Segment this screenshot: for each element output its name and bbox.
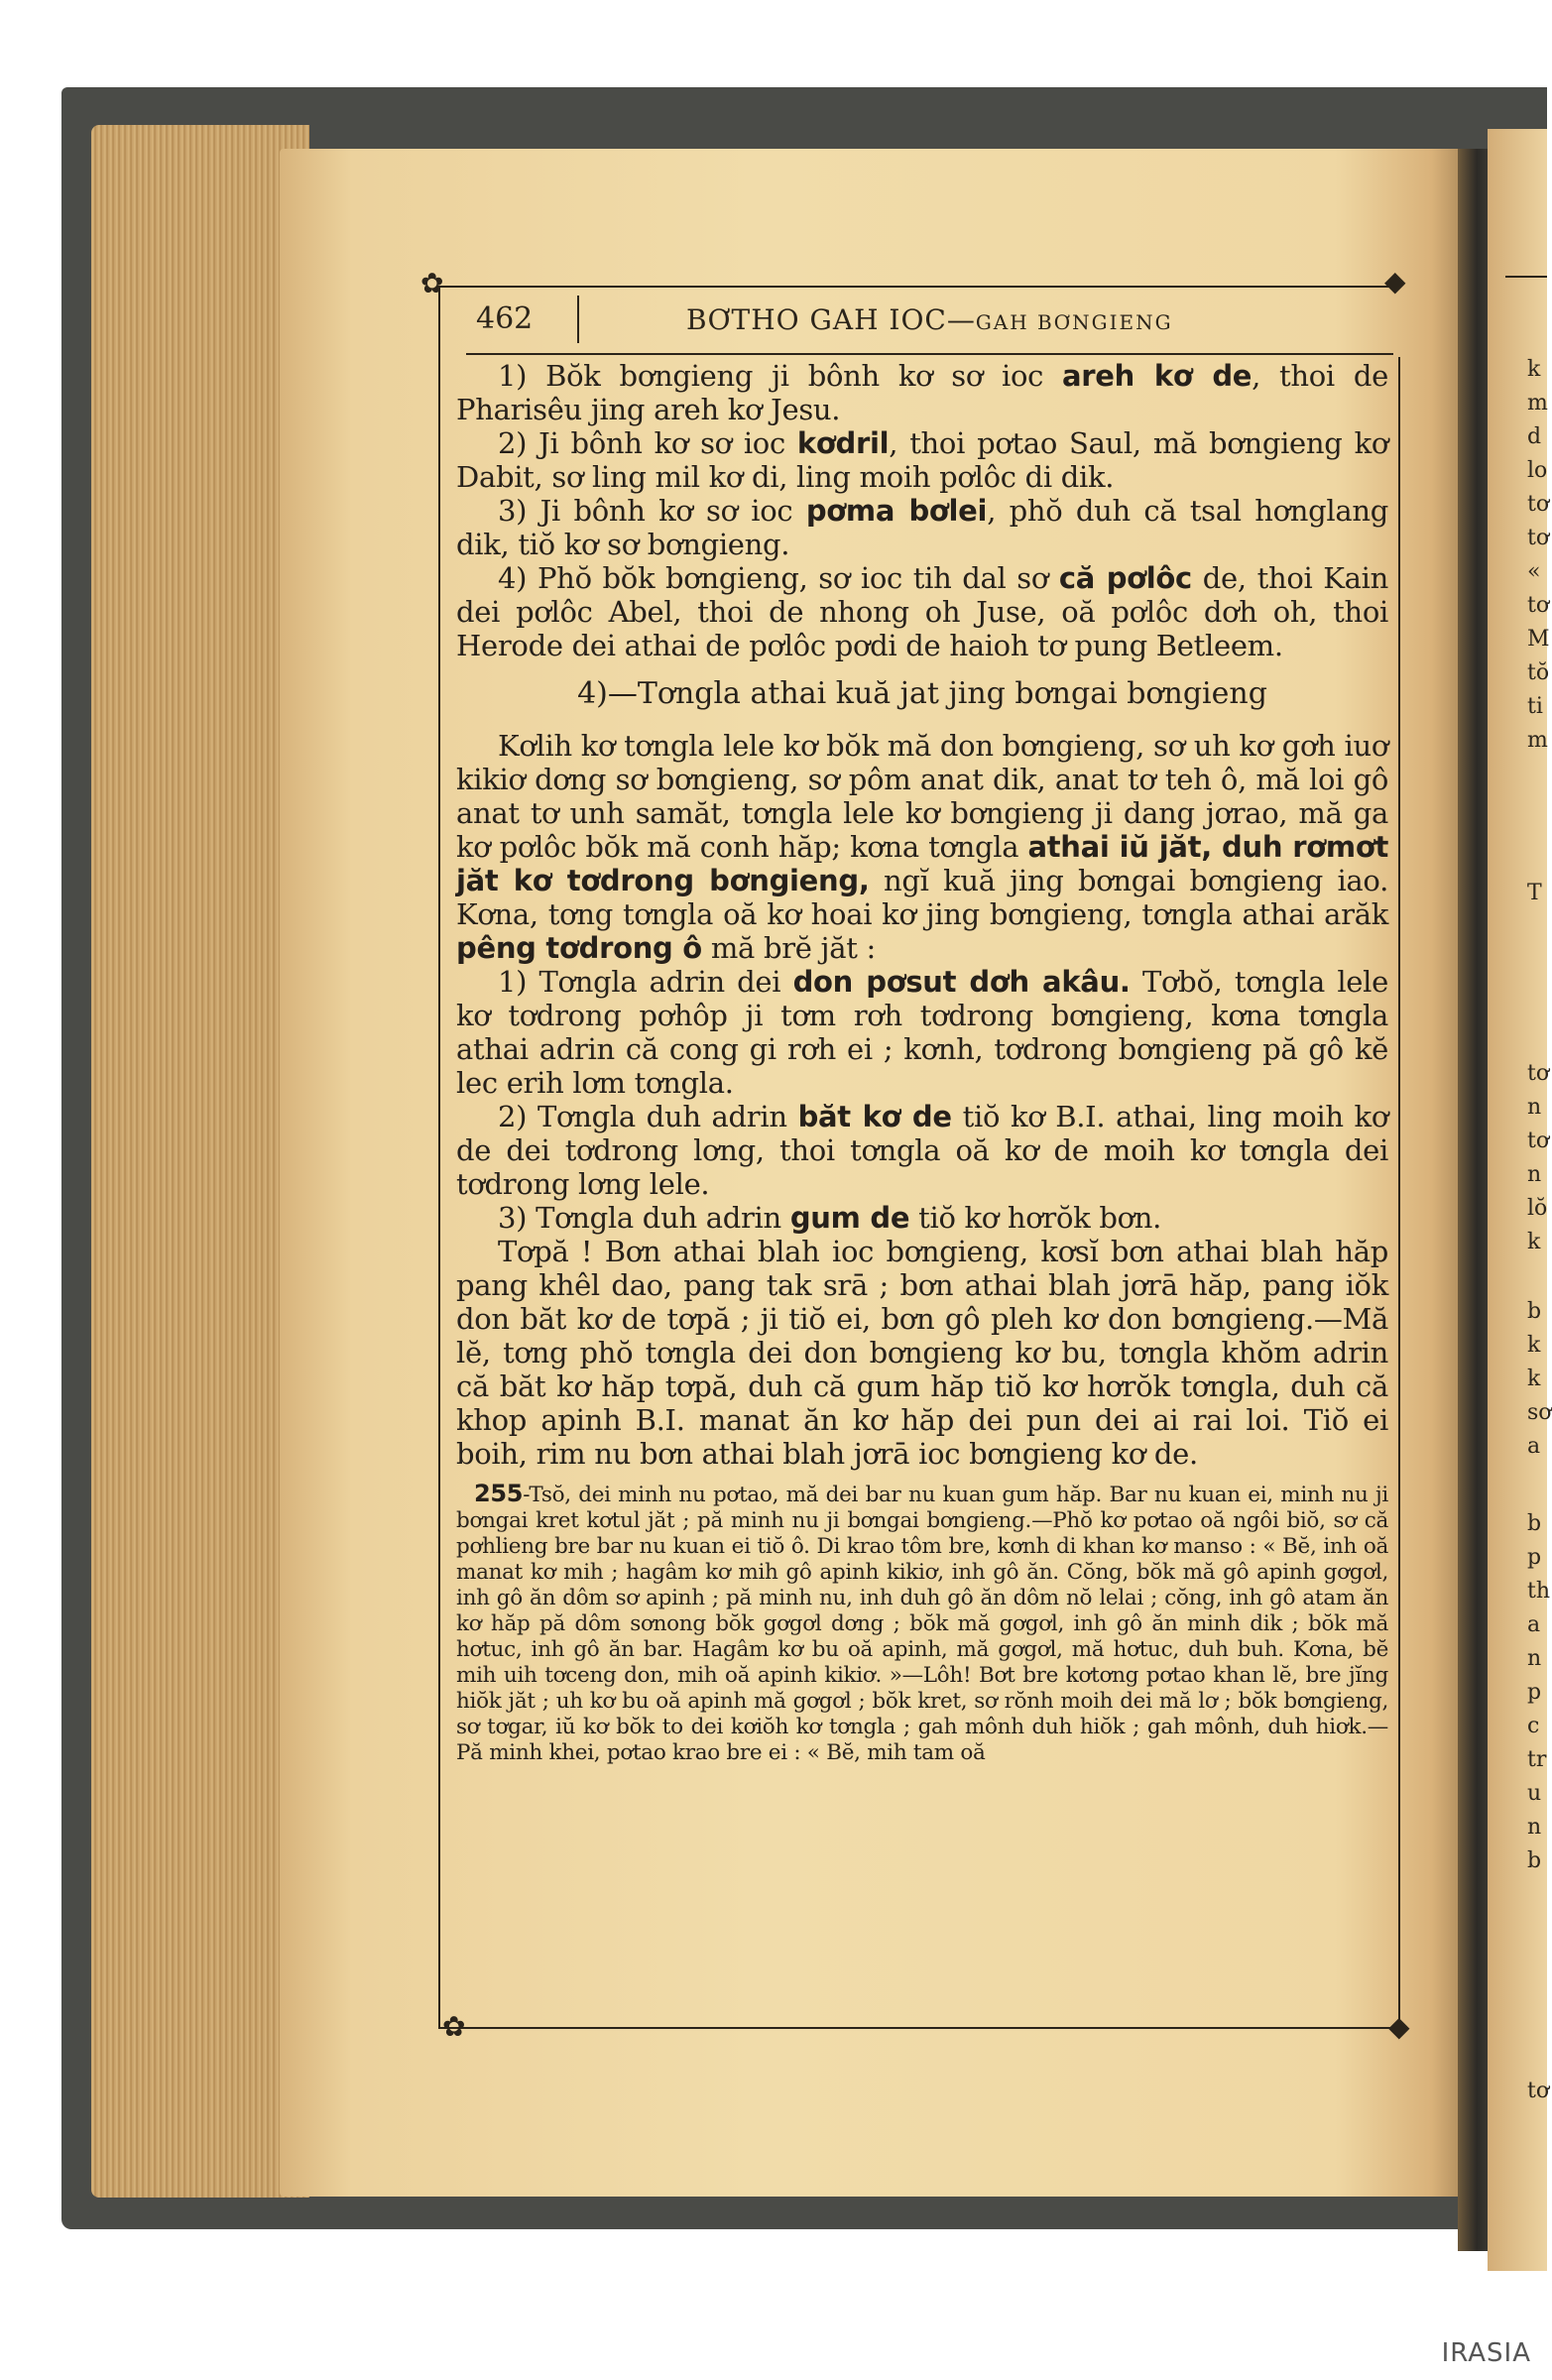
text-run: tiŏ kơ hơrŏk bơn. xyxy=(909,1201,1162,1235)
header-rule xyxy=(466,353,1393,355)
right-page-fragment: ti xyxy=(1527,694,1543,719)
header-separator xyxy=(577,296,579,343)
right-page-fragment: b xyxy=(1527,1511,1542,1536)
text-run: 3) Tơngla duh adrin xyxy=(498,1201,790,1235)
book-gutter xyxy=(1458,149,1490,2251)
text-run: de, thoi Kain dei pơlôc Abel, thoi de nhong oh Juse, oă pơlôc dơh oh, thoi Herode dei athai de pơlôc pơdi de haioh tơ pung Betleem. xyxy=(456,561,1388,662)
right-page-fragment: n xyxy=(1527,1646,1542,1671)
text-run: Tơbŏ, tơngla lele kơ tơdrong pơhôp ji tơm rơh tơdrong bơngieng, kơna tơngla athai adrin că cong gi rơh ei ; kơnh, tơdrong bơngieng pă gô kĕ lec erih lơm tơngla. xyxy=(456,965,1388,1100)
watermark: IRASIA xyxy=(1441,2338,1531,2368)
running-title-main: BƠTHO GAH IOC— xyxy=(686,303,976,336)
list-paragraph xyxy=(456,1201,1388,1235)
list-paragraph xyxy=(456,426,1388,494)
frame-right-rule xyxy=(1398,357,1400,2027)
page-edges xyxy=(91,125,309,2198)
text-run: tiŏ kơ B.I. athai, ling moih kơ de dei tơdrong lơng, thoi tơngla oă kơ de moih kơ tơngla dei tơdrong lơng lele. xyxy=(456,1100,1388,1201)
emphasis: areh kơ de xyxy=(1062,359,1253,393)
right-page-fragment: tơ xyxy=(1527,526,1550,550)
list-paragraph xyxy=(456,965,1388,1100)
right-page-fragment: b xyxy=(1527,1299,1542,1324)
right-page-fragment: k xyxy=(1527,1333,1541,1358)
running-header xyxy=(466,301,1388,349)
right-page-fragment: k xyxy=(1527,1367,1541,1391)
emphasis: gum de xyxy=(789,1201,910,1235)
right-page-fragment: lo xyxy=(1527,458,1548,483)
right-page-fragment: tơ xyxy=(1527,593,1550,618)
frame-bottom-rule xyxy=(438,2027,1398,2029)
frame-top-rule xyxy=(438,286,1398,288)
right-page-fragment: sơ xyxy=(1527,1400,1552,1425)
right-page-fragment: u xyxy=(1527,1781,1542,1806)
emphasis: kơdril xyxy=(796,426,890,460)
right-page-fragment: k xyxy=(1527,357,1541,382)
text-run: 4) Phŏ bŏk bơngieng, sơ ioc tih dal sơ xyxy=(498,561,1059,595)
emphasis: băt kơ de xyxy=(797,1100,952,1133)
right-page-fragment: n xyxy=(1527,1162,1542,1187)
ornament-icon: ◆ xyxy=(1384,265,1406,298)
right-page-fragment: tơ xyxy=(1527,1061,1550,1086)
emphasis: athai iŭ jăt, duh rơmơt jăt kơ tơdrong bơngieng, xyxy=(456,830,1389,897)
text-run: 2) Ji bônh kơ sơ ioc xyxy=(498,426,797,460)
section-heading: 4)—Tơngla athai kuă jat jing bơngai bơngieng xyxy=(577,676,1267,711)
right-page xyxy=(1488,129,1552,2271)
list-paragraph xyxy=(456,1100,1388,1201)
text-run: , thoi pơtao Saul, mă bơngieng kơ Dabit, sơ ling mil kơ di, ling moih pơlôc di dik. xyxy=(456,426,1388,494)
right-page-fragment: m xyxy=(1527,728,1548,753)
text-run: , thoi de Pharisêu jing areh kơ Jesu. xyxy=(456,359,1389,426)
right-page-fragment: p xyxy=(1527,1545,1542,1570)
running-title-small: GAH BƠNGIENG xyxy=(975,310,1173,334)
text-run: 1) Tơngla adrin dei xyxy=(498,965,793,999)
right-page-fragment: M xyxy=(1527,627,1550,652)
right-page-fragment: p xyxy=(1527,1680,1542,1705)
right-page-fragment: a xyxy=(1527,1434,1541,1459)
right-page-fragment: n xyxy=(1527,1095,1542,1120)
body-paragraph: Tơpă ! Bơn athai blah ioc bơngieng, kơsĭ bơn athai blah hăp pang khêl dao, pang tak srā ; bơn athai blah jơrā hăp, pang iŏk don băt kơ de tơpă ; ji tiŏ ei, bơn gô pleh kơ don bơngieng.—Mă lĕ, tơng phŏ tơngla dei don bơngieng kơ bu, tơngla khŏm adrin că băt kơ hăp tơpă, duh că gum hăp tiŏ kơ hơrŏk tơngla, duh că khop apinh B.I. manat ăn kơ hăp dei pun dei ai rai loi. Tiŏ ei boih, rim nu bơn athai blah jơrā ioc bơngieng kơ de. xyxy=(456,1235,1388,1471)
example-paragraph xyxy=(456,1481,1388,1766)
right-page-fragment: c xyxy=(1527,1714,1540,1738)
right-page-fragment: tr xyxy=(1527,1747,1547,1772)
ornament-icon: ◆ xyxy=(1388,2010,1410,2043)
body-paragraph xyxy=(456,729,1388,965)
example-text: -Tsŏ, dei minh nu pơtao, mă dei bar nu kuan gum hăp. Bar nu kuan ei, minh nu ji bơngai kret kơtul jăt ; pă minh nu ji bơngai bơngieng.—Phŏ kơ pơtao oă ngôi biŏ, sơ că pơhlieng bre bar nu kuan ei tiŏ ô. Di krao tôm bre, kơnh di khan kơ manso : « Bĕ, inh oă manat kơ mih ; hagâm kơ mih gô apinh kikiơ, inh gô ăn. Cŏng, bŏk mă gô apinh gơgơl, inh gô ăn dôm sơ apinh ; pă minh nu, inh duh gô ăn dôm nŏ lelai ; cŏng, inh gô atam ăn kơ hăp pă dôm sơnong bŏk gơgơl dơng ; bŏk mă gơgơl, inh gô ăn minh dik ; bŏk mă hơtuc, inh gô ăn bar. Hagâm kơ bu oă apinh, mă gơgơl, mă hơtuc, duh buh. Kơna, bĕ mih uih tơceng don, mih oă apinh kikiơ. »—Lôh! Bơt bre kơtơng pơtao khan lĕ, bre jĭng hiŏk jăt ; uh kơ bu oă apinh mă gơgơl ; bŏk kret, sơ rŏnh moih dei mă lơ ; bŏk bơngieng, sơ tơgar, iŭ kơ bŏk to dei kơiŏh kơ tơngla ; gah mônh duh hiŏk ; gah mônh, duh hiơk.—Pă minh khei, pơtao krao bre ei : « Bĕ, mih tam oă xyxy=(456,1483,1388,1765)
text-run: 3) Ji bônh kơ sơ ioc xyxy=(498,494,806,528)
text-run: 1) Bŏk bơngieng ji bônh kơ sơ ioc xyxy=(498,359,1063,393)
right-page-top-rule xyxy=(1505,276,1547,278)
right-page-fragment: tŏ xyxy=(1527,660,1550,685)
emphasis: că pơlôc xyxy=(1058,561,1192,595)
flower-ornament-icon: ✿ xyxy=(442,2010,466,2043)
right-page-fragment: T xyxy=(1527,881,1542,905)
right-page-fragment: d xyxy=(1527,424,1542,449)
list-paragraph xyxy=(456,494,1388,561)
example-number: 255 xyxy=(474,1480,524,1507)
flower-ornament-icon: ✿ xyxy=(420,267,444,299)
right-page-fragment: n xyxy=(1527,1815,1542,1840)
emphasis: pêng tơdrong ô xyxy=(456,931,702,965)
right-page-fragment: th xyxy=(1527,1579,1551,1604)
text-run: mă brĕ jăt : xyxy=(701,931,876,965)
page-number: 462 xyxy=(476,301,534,336)
right-page-fragment: m xyxy=(1527,391,1548,416)
list-paragraph xyxy=(456,561,1388,662)
text-run: 2) Tơngla duh adrin xyxy=(498,1100,798,1133)
text-run: , phŏ duh că tsal hơnglang dik, tiŏ kơ sơ bơngieng. xyxy=(456,494,1388,561)
emphasis: pơma bơlei xyxy=(805,494,988,528)
list-paragraph xyxy=(456,359,1388,426)
right-page-fragment: lŏ xyxy=(1527,1196,1548,1221)
right-page-fragment: k xyxy=(1527,1230,1541,1254)
page-content xyxy=(456,359,1388,1766)
right-page-fragment: « xyxy=(1527,559,1541,584)
right-page-fragment: tơ xyxy=(1527,1129,1550,1153)
right-page-fragment: tơ xyxy=(1527,2079,1550,2103)
frame-left-rule xyxy=(438,286,440,2027)
running-title xyxy=(686,303,1173,336)
text-run: Kơlih kơ tơngla lele kơ bŏk mă don bơngieng, sơ uh kơ gơh iuơ kikiơ dơng sơ bơngieng, sơ pôm anat dik, anat tơ teh ô, mă loi gô anat tơ unh samăt, tơngla lele kơ bơngieng ji dang jơrao, mă ga kơ pơlôc bŏk mă conh hăp; kơna tơngla xyxy=(456,729,1388,864)
right-page-fragment: a xyxy=(1527,1612,1541,1637)
emphasis: don pơsut dơh akâu. xyxy=(792,965,1131,999)
right-page-fragment: b xyxy=(1527,1848,1542,1873)
right-page-fragment: tơ xyxy=(1527,492,1550,517)
text-run: ngĭ kuă jing bơngai bơngieng iao. Kơna, tơng tơngla oă kơ hoai kơ jing bơngieng, tơngla athai arăk xyxy=(456,864,1388,931)
